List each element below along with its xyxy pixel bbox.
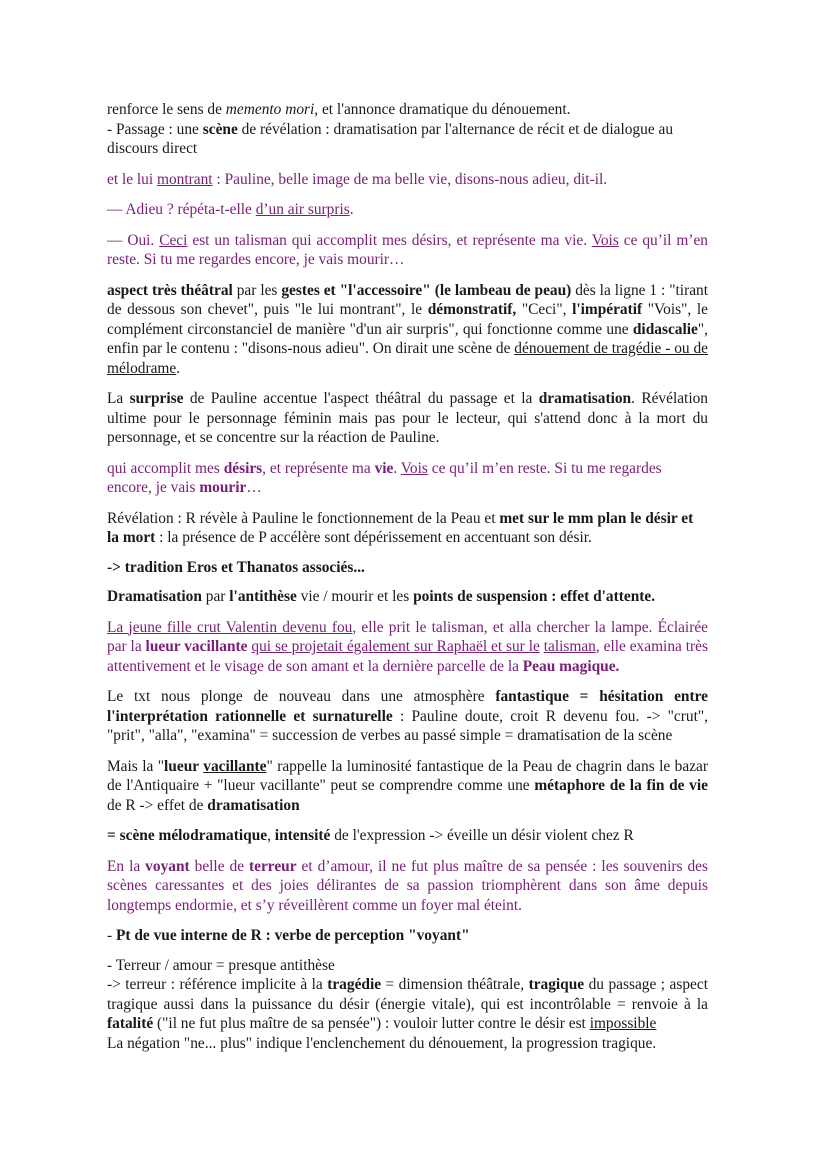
paragraph-eros-thanatos: -> tradition Eros et Thanatos associés... [107,558,365,576]
paragraph-surprise: La surprise de Pauline accentue l'aspect théâtral du passage et la dramatisation. Révélation ultime pour le personnage féminin mais pas pour le lecteur, qui s'attend donc à la mort du personnage, et se concentre sur la réaction de Pauline. [107,390,708,446]
paragraph-negation: La négation "ne... plus" indique l'enclenchement du dénouement, la progression tragique. [107,1034,657,1052]
paragraph-melodrame: = scène mélodramatique, intensité de l'expression -> éveille un désir violent chez R [107,827,634,844]
paragraph-revelation: Révélation : R révèle à Pauline le fonctionnement de la Peau et met sur le mm plan le désir et la mort : la présence de P accélère sont dépérissement en accentuant son désir. [107,509,694,546]
paragraph-point-de-vue: - Pt de vue interne de R : verbe de perception "voyant" [107,927,470,944]
paragraph-passage: - Passage : une scène de révélation : dramatisation par l'alternance de récit et de dialogue au discours direct [107,120,674,157]
paragraph-antithese: Dramatisation par l'antithèse vie / mourir et les points de suspension : effet d'attente. [107,588,656,605]
paragraph-lueur: Mais la "lueur vacillante" rappelle la luminosité fantastique de la Peau de chagrin dans le bazar de l'Antiquaire + "lueur vacillante" peut se comprendre comme une métaphore de la fin de vie de R -> effet de dramatisation [107,757,708,814]
paragraph-terreur-amour: - Terreur / amour = presque antithèse [107,956,335,974]
quote-voyant: En la voyant belle de terreur et d’amour, il ne fut plus maître de sa pensée : les souvenirs des scènes caressantes et des joies délirantes de sa passion triomphèrent dans son âme depuis longtemps endormie, et s’y réveillèrent comme un foyer mal éteint. [107,857,708,914]
paragraph-memento: renforce le sens de memento mori, et l'annonce dramatique du dénouement. [107,101,571,118]
paragraph-tragique: -> terreur : référence implicite à la tragédie = dimension théâtrale, tragique du passage ; aspect tragique aussi dans la puissance du désir (énergie vitale), qui est incontrôlable = renvoie à la fatalité ("il ne fut plus maître de sa pensée") : vouloir lutter contre le désir est impossible [107,976,708,1032]
quote-talisman: — Oui. Ceci est un talisman qui accomplit mes désirs, et représente ma vie. Vois ce qu’il m’en reste. Si tu me regardes encore, je vais mourir… [107,231,708,268]
document-body [107,100,708,1053]
paragraph-theatral: aspect très théâtral par les gestes et "l'accessoire" (le lambeau de peau) dès la ligne 1 : "tirant de dessous son chevet", puis "le lui montrant", le démonstratif, "Ceci", l'impératif "Vois", le complément circonstanciel de manière "d'un air surpris", qui fonctionne comme une didascalie", enfin par le contenu : "disons-nous adieu". On dirait une scène de dénouement de tragédie - ou de mélodrame. [107,281,708,377]
quote-desirs: qui accomplit mes désirs, et représente ma vie. Vois ce qu’il m’en reste. Si tu me regardes encore, je vais mourir… [107,459,662,496]
quote-montrant: et le lui montrant : Pauline, belle image de ma belle vie, disons-nous adieu, dit-il. [107,170,608,188]
quote-lampe: La jeune fille crut Valentin devenu fou, elle prit le talisman, et alla chercher la lampe. Éclairée par la lueur vacillante qui se projetait également sur Raphaël et sur le talisman, elle examina très attentivement et le visage de son amant et la dernière parcelle de la Peau magique. [107,618,708,675]
quote-adieu: — Adieu ? répéta-t-elle d’un air surpris. [107,201,354,218]
paragraph-fantastique: Le txt nous plonge de nouveau dans une atmosphère fantastique = hésitation entre l'interprétation rationnelle et surnaturelle : Pauline doute, croit R devenu fou. -> "crut", "prit", "alla", "examina" = succession de verbes au passé simple = dramatisation de la scène [107,688,708,744]
